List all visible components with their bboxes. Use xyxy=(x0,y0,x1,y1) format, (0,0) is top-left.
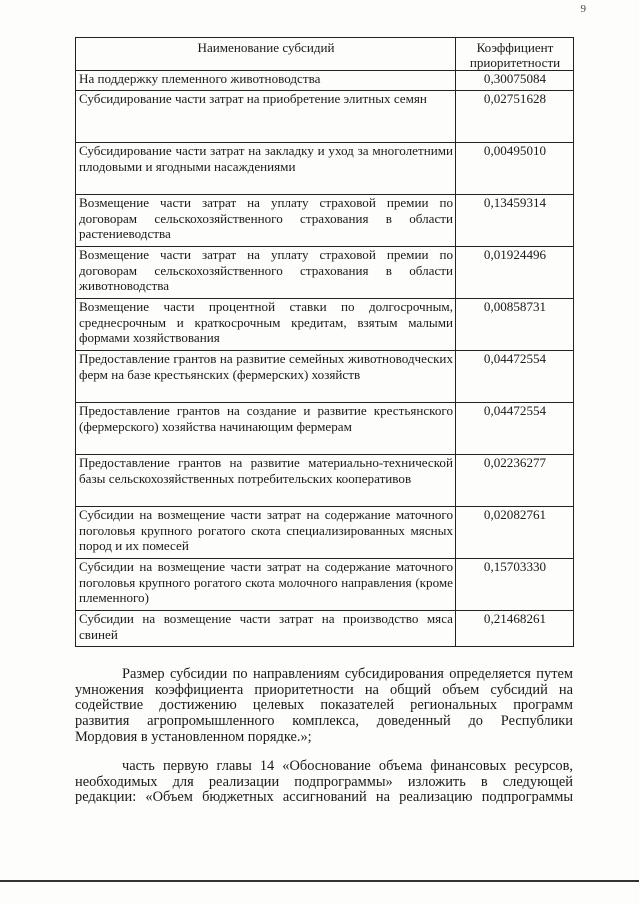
paragraph-line: необходимых для реализации подпрограммы» изложить в следующей xyxy=(75,773,573,790)
paragraph-line: развития агропромышленного комплекса, доведенный до Республики xyxy=(75,713,573,730)
subsidy-name-cell: Предоставление грантов на развитие семейных животноводческих ферм на базе крестьянских (фермерских) хозяйств xyxy=(76,351,456,403)
header-priority-coefficient: Коэффициент приоритетности xyxy=(456,38,574,71)
subsidy-name-cell: Субсидирование части затрат на закладку и уход за многолетними плодовыми и ягодными насаждениями xyxy=(76,143,456,195)
subsidy-name-cell: Возмещение части затрат на уплату страховой премии по договорам сельскохозяйственного страхования в области животноводства xyxy=(76,247,456,299)
subsidy-name-cell: Возмещение части затрат на уплату страховой премии по договорам сельскохозяйственного страхования в области растениеводства xyxy=(76,195,456,247)
table-row xyxy=(76,403,574,455)
paragraph-line: умножения коэффициента приоритетности на общий объем субсидий на xyxy=(75,681,573,698)
table-row xyxy=(76,507,574,559)
table-row xyxy=(76,559,574,611)
subsidy-name-cell: Субсидии на возмещение части затрат на производство мяса свиней xyxy=(76,611,456,647)
subsidy-name-cell: Субсидии на возмещение части затрат на содержание маточного поголовья крупного рогатого скота молочного направления (кроме племенного) xyxy=(76,559,456,611)
subsidy-name-cell: Предоставление грантов на создание и развитие крестьянского (фермерского) хозяйства начинающим фермерам xyxy=(76,403,456,455)
paragraph-chapter-14 xyxy=(75,759,573,806)
table-row xyxy=(76,299,574,351)
priority-coefficient-cell: 0,01924496 xyxy=(456,247,574,299)
priority-coefficient-cell: 0,21468261 xyxy=(456,611,574,647)
paragraph-line: редакции: «Объем бюджетных ассигнований на реализацию подпрограммы xyxy=(75,789,573,806)
table-row xyxy=(76,195,574,247)
paragraph-line: содействие достижению целевых показателей региональных программ xyxy=(75,697,573,714)
priority-coefficient-cell: 0,04472554 xyxy=(456,403,574,455)
paragraph-line: часть первую главы 14 «Обоснование объема финансовых ресурсов, xyxy=(122,758,573,774)
priority-coefficient-cell: 0,30075084 xyxy=(456,71,574,91)
paragraph-line: Мордовия в установленном порядке.»; xyxy=(75,728,312,745)
table-row xyxy=(76,91,574,143)
priority-coefficient-cell: 0,02751628 xyxy=(456,91,574,143)
subsidies-table xyxy=(75,37,574,647)
page-number: 9 xyxy=(580,3,586,15)
table-row xyxy=(76,71,574,91)
subsidy-name-cell: Субсидирование части затрат на приобретение элитных семян xyxy=(76,91,456,143)
page-bottom-edge xyxy=(0,880,639,882)
header-subsidy-name: Наименование субсидий xyxy=(76,38,456,71)
priority-coefficient-cell: 0,13459314 xyxy=(456,195,574,247)
priority-coefficient-cell: 0,02082761 xyxy=(456,507,574,559)
priority-coefficient-cell: 0,00495010 xyxy=(456,143,574,195)
table-header-row xyxy=(76,38,574,71)
priority-coefficient-cell: 0,02236277 xyxy=(456,455,574,507)
subsidy-name-cell: Предоставление грантов на развитие материально-технической базы сельскохозяйственных потребительских кооперативов xyxy=(76,455,456,507)
table-row xyxy=(76,143,574,195)
subsidy-name-cell: Субсидии на возмещение части затрат на содержание маточного поголовья крупного рогатого скота специализированных мясных пород и их помесей xyxy=(76,507,456,559)
subsidy-name-cell: Возмещение части процентной ставки по долгосрочным, среднесрочным и краткосрочным кредитам, взятым малыми формами хозяйствования xyxy=(76,299,456,351)
paragraph-subsidy-size xyxy=(75,667,573,746)
table-row xyxy=(76,611,574,647)
priority-coefficient-cell: 0,00858731 xyxy=(456,299,574,351)
table-row xyxy=(76,351,574,403)
priority-coefficient-cell: 0,15703330 xyxy=(456,559,574,611)
subsidy-name-cell: На поддержку племенного животноводства xyxy=(76,71,456,91)
table-row xyxy=(76,455,574,507)
table-row xyxy=(76,247,574,299)
paragraph-line: Размер субсидии по направлениям субсидирования определяется путем xyxy=(122,666,573,682)
priority-coefficient-cell: 0,04472554 xyxy=(456,351,574,403)
